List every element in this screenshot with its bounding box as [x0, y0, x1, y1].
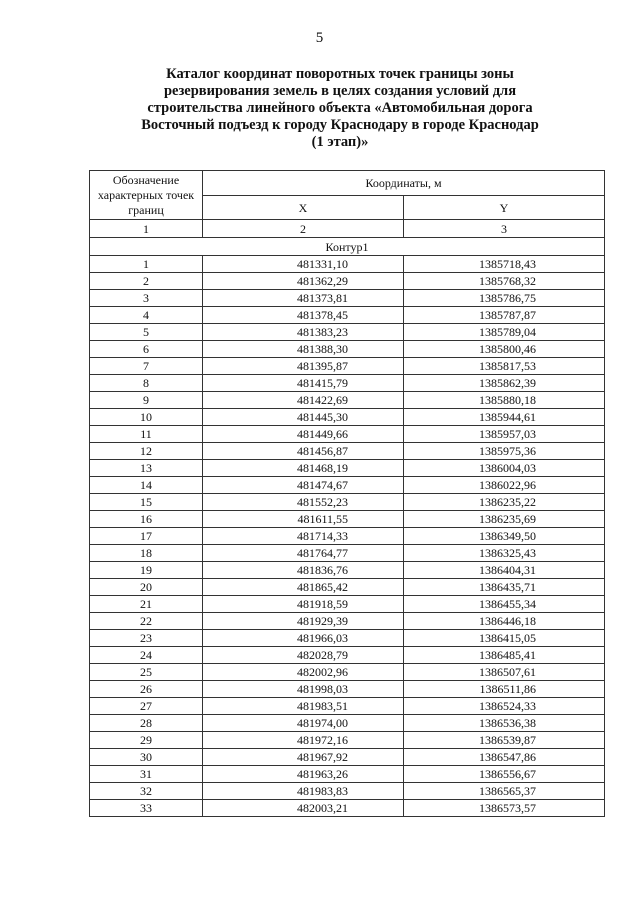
table-row — [90, 732, 605, 749]
x-coordinate-cell: 481373,81 — [203, 290, 404, 307]
y-coordinate-cell: 1386524,33 — [404, 698, 605, 715]
point-number-cell: 12 — [90, 443, 203, 460]
y-coordinate-cell: 1385789,04 — [404, 324, 605, 341]
table-row — [90, 613, 605, 630]
point-number-cell: 17 — [90, 528, 203, 545]
point-number-cell: 27 — [90, 698, 203, 715]
table-row — [90, 545, 605, 562]
x-coordinate-cell: 481929,39 — [203, 613, 404, 630]
table-row — [90, 460, 605, 477]
y-coordinate-cell: 1386455,34 — [404, 596, 605, 613]
table-row — [90, 528, 605, 545]
point-number-cell: 20 — [90, 579, 203, 596]
x-coordinate-cell: 481865,42 — [203, 579, 404, 596]
table-row — [90, 307, 605, 324]
table-row — [90, 358, 605, 375]
y-coordinate-cell: 1386536,38 — [404, 715, 605, 732]
y-coordinate-cell: 1386573,57 — [404, 800, 605, 817]
coordinates-table — [89, 170, 605, 817]
x-coordinate-cell: 481611,55 — [203, 511, 404, 528]
point-number-cell: 10 — [90, 409, 203, 426]
x-coordinate-cell: 481714,33 — [203, 528, 404, 545]
header-x: X — [203, 196, 404, 220]
point-number-cell: 32 — [90, 783, 203, 800]
y-coordinate-cell: 1385975,36 — [404, 443, 605, 460]
y-coordinate-cell: 1386485,41 — [404, 647, 605, 664]
point-number-cell: 16 — [90, 511, 203, 528]
point-number-cell: 29 — [90, 732, 203, 749]
x-coordinate-cell: 481552,23 — [203, 494, 404, 511]
y-coordinate-cell: 1386415,05 — [404, 630, 605, 647]
y-coordinate-cell: 1386556,67 — [404, 766, 605, 783]
table-row — [90, 256, 605, 273]
document-title: Каталог координат поворотных точек границы зоны резервирования земель в целях создания условий для строительства линейного объекта «Автомобильная дорога Восточный подъезд к городу Краснодару в городе Краснодар (1 этап)» — [141, 66, 539, 150]
table-row — [90, 596, 605, 613]
y-coordinate-cell: 1386235,22 — [404, 494, 605, 511]
table-row — [90, 273, 605, 290]
table-row — [90, 630, 605, 647]
x-coordinate-cell: 481388,30 — [203, 341, 404, 358]
y-coordinate-cell: 1386349,50 — [404, 528, 605, 545]
table-header — [90, 171, 605, 256]
y-coordinate-cell: 1386004,03 — [404, 460, 605, 477]
y-coordinate-cell: 1386511,86 — [404, 681, 605, 698]
y-coordinate-cell: 1385957,03 — [404, 426, 605, 443]
point-number-cell: 1 — [90, 256, 203, 273]
point-number-cell: 21 — [90, 596, 203, 613]
column-number-2: 2 — [203, 220, 404, 238]
point-number-cell: 13 — [90, 460, 203, 477]
y-coordinate-cell: 1386547,86 — [404, 749, 605, 766]
table-row — [90, 324, 605, 341]
x-coordinate-cell: 481474,67 — [203, 477, 404, 494]
table-row — [90, 375, 605, 392]
y-coordinate-cell: 1386446,18 — [404, 613, 605, 630]
x-coordinate-cell: 481918,59 — [203, 596, 404, 613]
point-number-cell: 30 — [90, 749, 203, 766]
x-coordinate-cell: 481966,03 — [203, 630, 404, 647]
x-coordinate-cell: 481449,66 — [203, 426, 404, 443]
table-row — [90, 443, 605, 460]
x-coordinate-cell: 481415,79 — [203, 375, 404, 392]
x-coordinate-cell: 481836,76 — [203, 562, 404, 579]
column-number-1: 1 — [90, 220, 203, 238]
table-row — [90, 426, 605, 443]
table-row — [90, 664, 605, 681]
point-number-cell: 15 — [90, 494, 203, 511]
x-coordinate-cell: 481362,29 — [203, 273, 404, 290]
y-coordinate-cell: 1385768,32 — [404, 273, 605, 290]
x-coordinate-cell: 481963,26 — [203, 766, 404, 783]
x-coordinate-cell: 481331,10 — [203, 256, 404, 273]
table-row — [90, 494, 605, 511]
point-number-cell: 14 — [90, 477, 203, 494]
point-number-cell: 6 — [90, 341, 203, 358]
y-coordinate-cell: 1386022,96 — [404, 477, 605, 494]
point-number-cell: 3 — [90, 290, 203, 307]
point-number-cell: 11 — [90, 426, 203, 443]
point-number-cell: 33 — [90, 800, 203, 817]
point-number-cell: 7 — [90, 358, 203, 375]
x-coordinate-cell: 481378,45 — [203, 307, 404, 324]
point-number-cell: 18 — [90, 545, 203, 562]
x-coordinate-cell: 481764,77 — [203, 545, 404, 562]
x-coordinate-cell: 481422,69 — [203, 392, 404, 409]
table-body — [90, 256, 605, 817]
table-row — [90, 341, 605, 358]
header-y: Y — [404, 196, 605, 220]
y-coordinate-cell: 1385800,46 — [404, 341, 605, 358]
y-coordinate-cell: 1386235,69 — [404, 511, 605, 528]
x-coordinate-cell: 481445,30 — [203, 409, 404, 426]
y-coordinate-cell: 1385944,61 — [404, 409, 605, 426]
x-coordinate-cell: 481983,51 — [203, 698, 404, 715]
x-coordinate-cell: 481456,87 — [203, 443, 404, 460]
point-number-cell: 9 — [90, 392, 203, 409]
table-row — [90, 800, 605, 817]
x-coordinate-cell: 481395,87 — [203, 358, 404, 375]
x-coordinate-cell: 481983,83 — [203, 783, 404, 800]
y-coordinate-cell: 1385787,87 — [404, 307, 605, 324]
x-coordinate-cell: 481972,16 — [203, 732, 404, 749]
point-number-cell: 5 — [90, 324, 203, 341]
x-coordinate-cell: 482028,79 — [203, 647, 404, 664]
point-number-cell: 8 — [90, 375, 203, 392]
y-coordinate-cell: 1385862,39 — [404, 375, 605, 392]
contour-label: Контур1 — [90, 238, 605, 256]
column-number-3: 3 — [404, 220, 605, 238]
header-coordinates: Координаты, м — [203, 171, 605, 196]
y-coordinate-cell: 1386565,37 — [404, 783, 605, 800]
table-row — [90, 749, 605, 766]
point-number-cell: 2 — [90, 273, 203, 290]
table-row — [90, 511, 605, 528]
table-row — [90, 783, 605, 800]
x-coordinate-cell: 482002,96 — [203, 664, 404, 681]
page-number: 5 — [315, 30, 324, 46]
x-coordinate-cell: 481468,19 — [203, 460, 404, 477]
point-number-cell: 26 — [90, 681, 203, 698]
point-number-cell: 28 — [90, 715, 203, 732]
point-number-cell: 4 — [90, 307, 203, 324]
x-coordinate-cell: 482003,21 — [203, 800, 404, 817]
y-coordinate-cell: 1386435,71 — [404, 579, 605, 596]
table-row — [90, 681, 605, 698]
y-coordinate-cell: 1386404,31 — [404, 562, 605, 579]
table-row — [90, 392, 605, 409]
table-row — [90, 290, 605, 307]
y-coordinate-cell: 1385718,43 — [404, 256, 605, 273]
point-number-cell: 23 — [90, 630, 203, 647]
point-number-cell: 31 — [90, 766, 203, 783]
header-point-designation: Обозначение характерных точек границ — [90, 171, 203, 220]
table-row — [90, 647, 605, 664]
point-number-cell: 19 — [90, 562, 203, 579]
table-row — [90, 698, 605, 715]
y-coordinate-cell: 1386539,87 — [404, 732, 605, 749]
x-coordinate-cell: 481998,03 — [203, 681, 404, 698]
y-coordinate-cell: 1385786,75 — [404, 290, 605, 307]
table-row — [90, 562, 605, 579]
y-coordinate-cell: 1385880,18 — [404, 392, 605, 409]
point-number-cell: 22 — [90, 613, 203, 630]
y-coordinate-cell: 1386507,61 — [404, 664, 605, 681]
y-coordinate-cell: 1386325,43 — [404, 545, 605, 562]
table-row — [90, 579, 605, 596]
table-row — [90, 766, 605, 783]
table-row — [90, 477, 605, 494]
x-coordinate-cell: 481974,00 — [203, 715, 404, 732]
point-number-cell: 24 — [90, 647, 203, 664]
point-number-cell: 25 — [90, 664, 203, 681]
table-row — [90, 409, 605, 426]
table-row — [90, 715, 605, 732]
x-coordinate-cell: 481383,23 — [203, 324, 404, 341]
x-coordinate-cell: 481967,92 — [203, 749, 404, 766]
y-coordinate-cell: 1385817,53 — [404, 358, 605, 375]
